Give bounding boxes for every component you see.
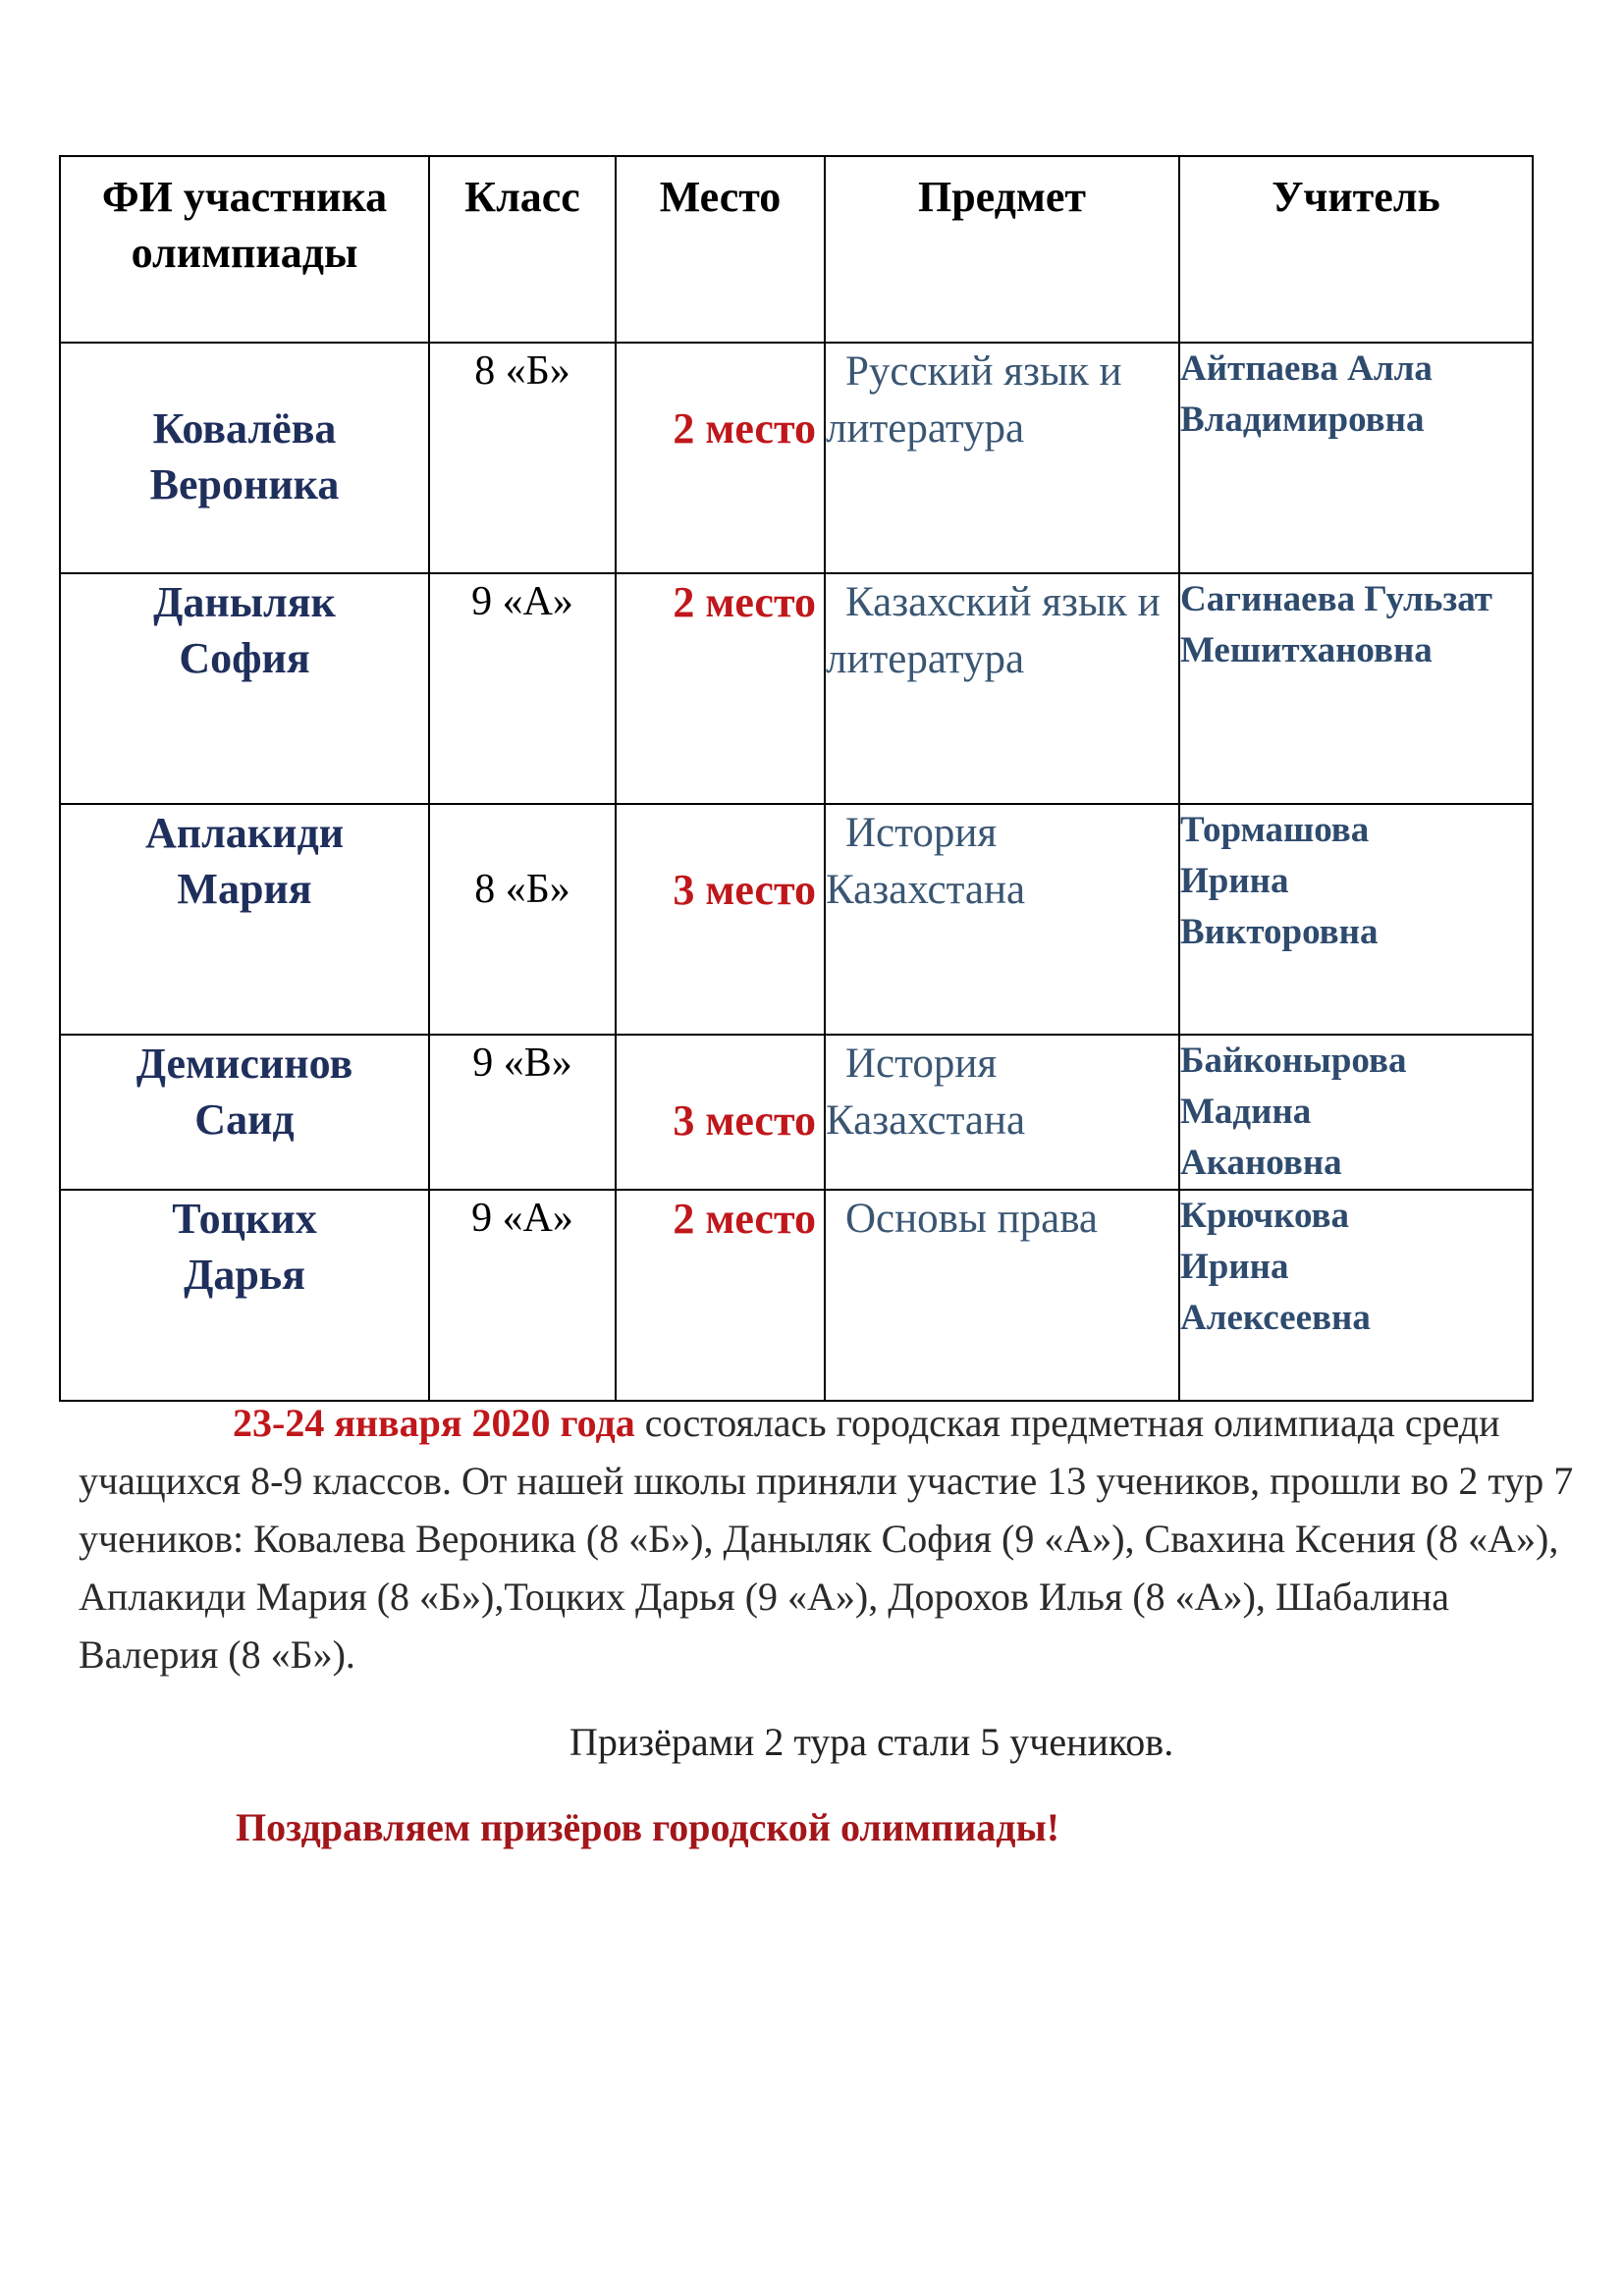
subject-cell [825,573,1179,804]
class-cell [429,1035,616,1190]
table-row [60,573,1533,804]
class-cell [429,343,616,573]
teacher-cell [1179,1035,1533,1190]
class-value: 9 «В» [472,1041,572,1086]
place-cell [616,573,825,804]
place-cell [616,1190,825,1401]
class-value: 8 «Б» [474,867,570,912]
olympiad-results-table [59,155,1534,1402]
subject-value: Русский язык и литература [826,348,1122,452]
subject-cell [825,1035,1179,1190]
class-value: 9 «А» [471,1196,573,1241]
table-row [60,804,1533,1035]
header-place: Место [616,156,825,343]
header-subject: Предмет [825,156,1179,343]
table-header-row [60,156,1533,343]
participant-name: Демисинов Саид [135,1040,353,1144]
table-row [60,1190,1533,1401]
subject-value: История Казахстана [826,1041,1026,1144]
class-cell [429,1190,616,1401]
paragraph-text: состоялась городская предметная олимпиада среди учащихся 8-9 классов. От нашей школы приняли участие 13 учеников, прошли во 2 тур 7 учеников: Ковалева Вероника (8 «Б»), Даныляк София (9 «А»), Свахина Ксения (8 «А»), Аплакиди Мария (8 «Б»),Тоцких Дарья (9 «А»), Дорохов Илья (8 «А»), Шабалина Валерия (8 «Б»). [79,1401,1574,1677]
congratulation-line: Поздравляем призёров городской олимпиады! [236,1805,1060,1849]
place-value: 2 место [673,1195,816,1243]
participant-name: Даныляк София [153,578,336,682]
class-value: 8 «Б» [474,348,570,394]
place-cell [616,804,825,1035]
teacher-cell [1179,1190,1533,1401]
class-value: 9 «А» [471,579,573,624]
participant-name-cell [60,343,429,573]
header-teacher: Учитель [1179,156,1533,343]
place-value: 2 место [673,404,816,453]
place-value: 3 место [673,866,816,914]
teacher-value: Байконырова Мадина Акановна [1180,1041,1407,1183]
subject-value: История Казахстана [826,810,1026,913]
prizers-line: Призёрами 2 тура стали 5 учеников. [569,1720,1174,1764]
table-row [60,343,1533,573]
teacher-value: Сагинаева Гульзат Мешитхановна [1180,579,1492,670]
participant-name: Тоцких Дарья [172,1195,317,1299]
teacher-cell [1179,573,1533,804]
table-row [60,1035,1533,1190]
summary-paragraph [79,1394,1591,1683]
participant-name-cell [60,1035,429,1190]
subject-cell [825,343,1179,573]
teacher-value: Тормашова Ирина Викторовна [1180,810,1379,952]
class-cell [429,573,616,804]
participant-name-cell [60,573,429,804]
place-value: 2 место [673,578,816,626]
participant-name-cell [60,804,429,1035]
subject-cell [825,1190,1179,1401]
place-cell [616,343,825,573]
subject-cell [825,804,1179,1035]
teacher-cell [1179,804,1533,1035]
header-class: Класс [429,156,616,343]
participant-name-cell [60,1190,429,1401]
subject-value: Казахский язык и литература [826,579,1161,682]
olympiad-date: 23-24 января 2020 года [233,1401,635,1445]
subject-value: Основы права [845,1196,1099,1242]
teacher-value: Крючкова Ирина Алексеевна [1180,1196,1371,1338]
header-name: ФИ участника олимпиады [60,156,429,343]
participant-name: Ковалёва Вероника [149,404,340,508]
teacher-cell [1179,343,1533,573]
place-value: 3 место [673,1096,816,1145]
place-cell [616,1035,825,1190]
class-cell [429,804,616,1035]
participant-name: Аплакиди Мария [144,809,345,913]
teacher-value: Айтпаева Алла Владимировна [1180,348,1433,440]
